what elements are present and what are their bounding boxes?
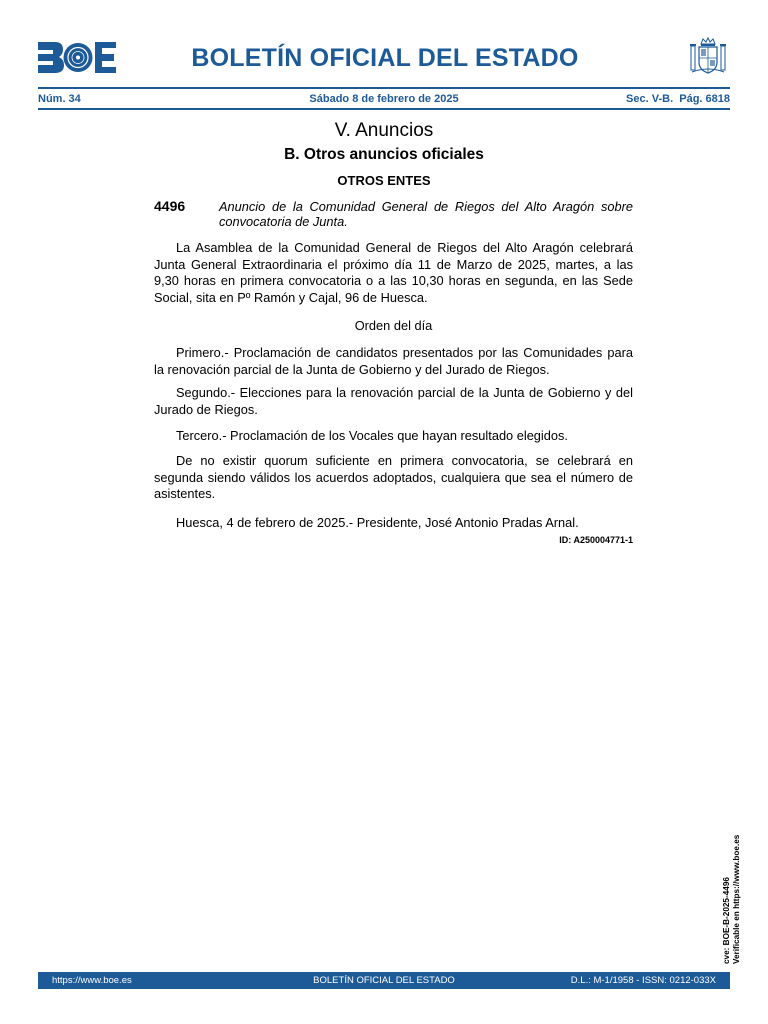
issue-header (38, 93, 730, 107)
cve-code: cve: BOE-B-2025-4496 (722, 877, 731, 964)
document-id: ID: A250004771-1 (559, 535, 633, 545)
boe-logo (38, 42, 116, 73)
header-bottom-rule (38, 108, 730, 110)
masthead-title: BOLETÍN OFICIAL DEL ESTADO (191, 44, 579, 72)
footer-url-link[interactable]: https://www.boe.es (52, 975, 132, 986)
cve-verification-note (722, 804, 742, 964)
header-top-rule (38, 87, 730, 89)
group-heading: OTROS ENTES (337, 173, 431, 188)
signature-line: Huesca, 4 de febrero de 2025.- Presidente, José Antonio Pradas Arnal. (176, 515, 579, 530)
announcement-number: 4496 (154, 198, 186, 214)
agenda-heading: Orden del día (354, 318, 433, 333)
footer-legal-deposit: D.L.: M-1/1958 - ISSN: 0212-033X (570, 975, 716, 986)
agenda-item-3: Tercero.- Proclamación de los Vocales que hayan resultado elegidos. (176, 428, 568, 443)
issue-date: Sábado 8 de febrero de 2025 (309, 93, 459, 105)
subsection-heading: B. Otros anuncios oficiales (284, 146, 484, 163)
footer-bar (38, 972, 730, 989)
announcement-title: Anuncio de la Comunidad General de Riegos del Alto Aragón sobre convocatoria de Junta. (219, 199, 633, 229)
section-page: Sec. V-B. Pág. 6818 (626, 93, 730, 105)
quorum-note: De no existir quorum suficiente en primera convocatoria, se celebrará en segunda siendo válidos los acuerdos adoptados, cualquiera que sea el número de asistentes. (154, 453, 633, 501)
paragraph-convocation: La Asamblea de la Comunidad General de Riegos del Alto Aragón celebrará Junta General Extraordinaria el próximo día 11 de Marzo de 2025, martes, a las 9,30 horas en primera convocatoria o a las 10,30 horas en segunda, en las Sede Social, sita en Pº Ramón y Cajal, 96 de Huesca. (154, 240, 633, 305)
spain-coat-of-arms-icon (688, 36, 728, 76)
verification-url[interactable]: Verificable en https://www.boe.es (732, 834, 741, 964)
agenda-item-1: Primero.- Proclamación de candidatos presentados por las Comunidades para la renovación parcial de la Junta de Gobierno y del Jurado de Riegos. (154, 345, 633, 377)
footer-title: BOLETÍN OFICIAL DEL ESTADO (313, 975, 455, 986)
section-heading: V. Anuncios (334, 120, 434, 141)
agenda-item-2: Segundo.- Elecciones para la renovación parcial de la Junta de Gobierno y del Jurado de Riegos. (154, 385, 633, 417)
issue-number: Núm. 34 (38, 93, 81, 105)
